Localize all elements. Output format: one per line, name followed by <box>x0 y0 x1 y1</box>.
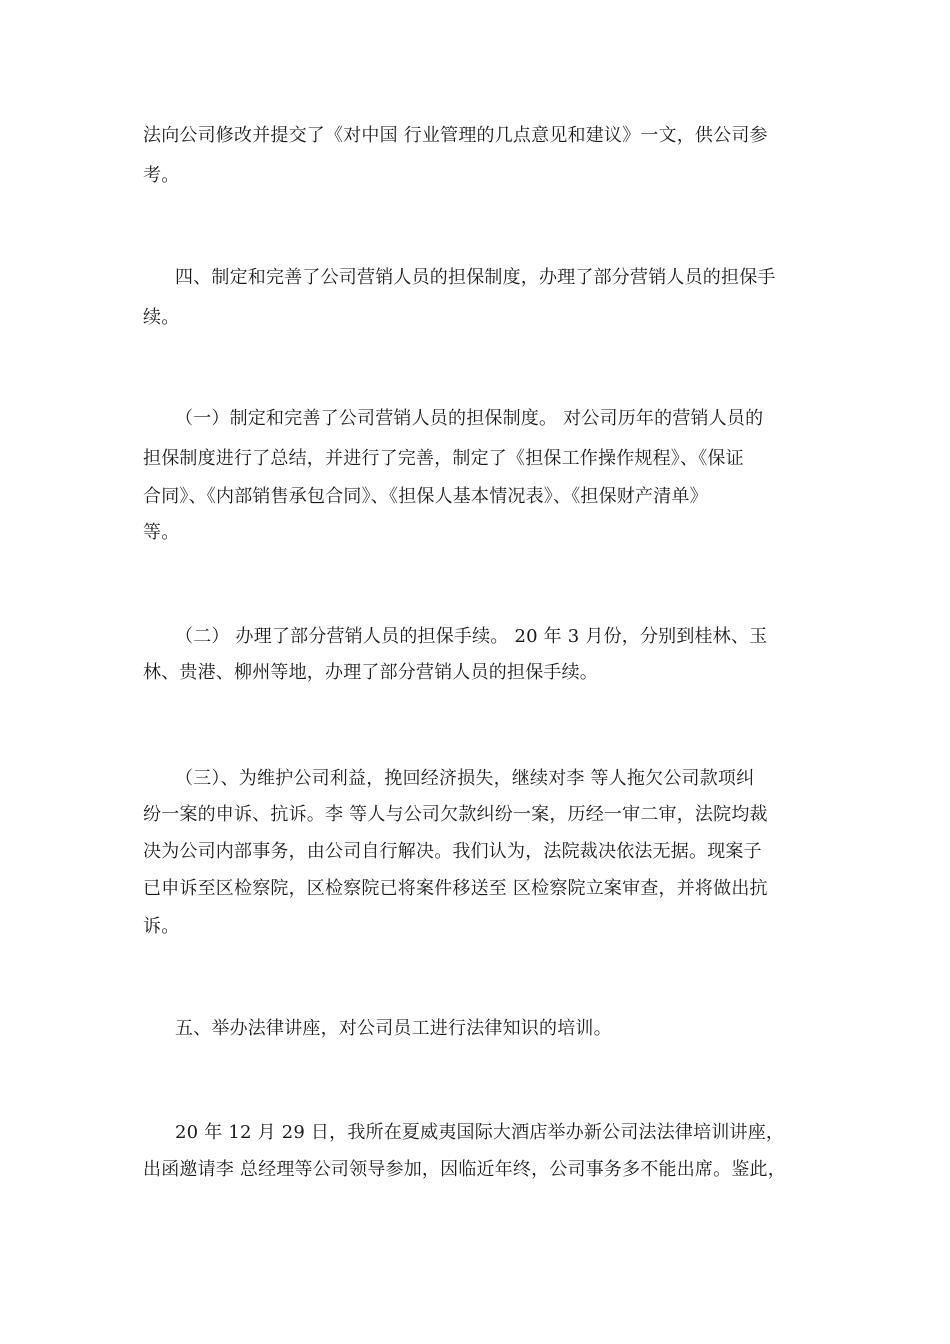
paragraph-7-line-2: 出函邀请李 总经理等公司领导参加，因临近年终，公司事务多不能出席。鉴此， <box>143 1159 786 1180</box>
paragraph-5-line-1: （三）、为维护公司利益，挽回经济损失，继续对李 等人拖欠公司款项纠 <box>175 768 755 789</box>
paragraph-6-line-1: 五、举办法律讲座，对公司员工进行法律知识的培训。 <box>175 1018 612 1039</box>
paragraph-5-line-3: 决为公司内部事务，由公司自行解决。我们认为，法院裁决依法无据。现案子 <box>143 841 762 862</box>
paragraph-2-line-2: 续。 <box>143 307 180 328</box>
paragraph-3-line-1: （一）制定和完善了公司营销人员的担保制度。 对公司历年的营销人员的 <box>175 408 764 429</box>
paragraph-3-line-3: 合同》、《内部销售承包合同》、《担保人基本情况表》、《担保财产清单》 <box>143 486 708 507</box>
paragraph-1-line-1: 法向公司修改并提交了《对中国 行业管理的几点意见和建议》一文，供公司参 <box>143 125 768 146</box>
paragraph-4-line-2: 林、贵港、柳州等地，办理了部分营销人员的担保手续。 <box>143 662 598 683</box>
paragraph-1-line-2: 考。 <box>143 165 180 186</box>
paragraph-4-line-1: （二） 办理了部分营销人员的担保手续。 20 年 3 月份，分别到桂林、玉 <box>175 626 768 647</box>
paragraph-2-line-1: 四、制定和完善了公司营销人员的担保制度，办理了部分营销人员的担保手 <box>175 267 776 288</box>
paragraph-5-line-2: 纷一案的申诉、抗诉。李 等人与公司欠款纠纷一案，历经一审二审，法院均裁 <box>143 804 768 825</box>
paragraph-7-line-1: 20 年 12 月 29 日，我所在夏威夷国际大酒店举办新公司法法律培训讲座， <box>175 1122 785 1143</box>
paragraph-5-line-4: 已申诉至区检察院，区检察院已将案件移送至 区检察院立案审查，并将做出抗 <box>143 878 768 899</box>
paragraph-3-line-2: 担保制度进行了总结，并进行了完善，制定了《担保工作操作规程》、《保证 <box>143 448 744 469</box>
paragraph-3-line-4: 等。 <box>143 522 180 543</box>
paragraph-5-line-5: 诉。 <box>143 916 180 937</box>
